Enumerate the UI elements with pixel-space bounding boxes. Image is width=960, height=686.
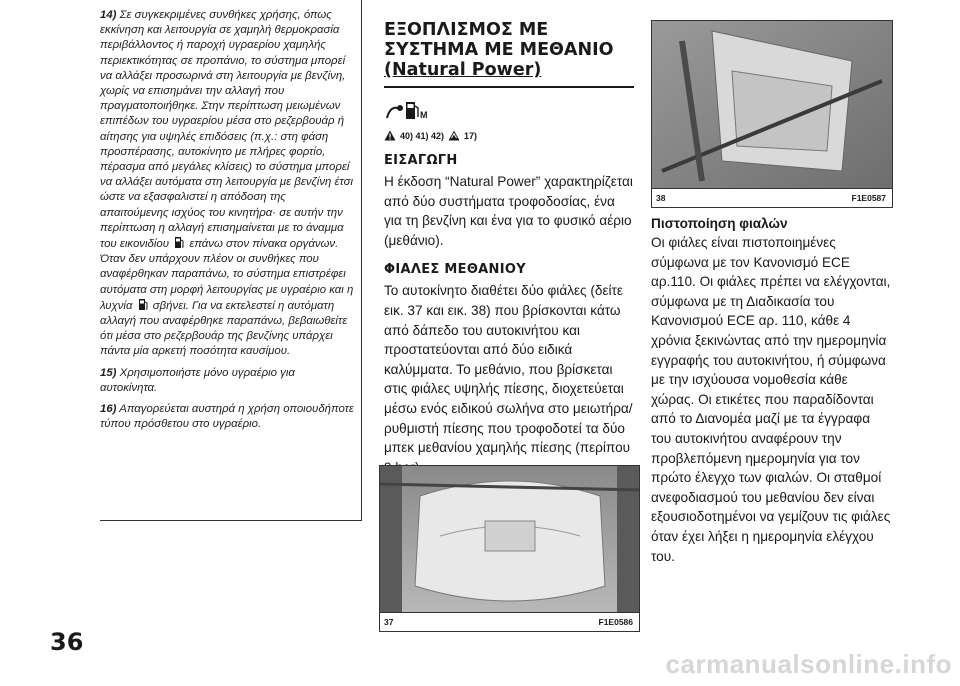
- note-text-cont: επάνω στον πίνακα οργάνων. Όταν δεν υπάρχουν πλέον οι συνθήκες που αναφέρθηκαν παραπάνω, το σύστημα επιστρέφει αυτόματα στη μορφή λειτουργίας με υγραέριο και η λυχνία: [100, 238, 354, 312]
- note-text-cont: σβήνει. Για να εκτελεστεί η αυτόματη αλλαγή που αναφέρθηκε παραπάνω, βεβαιωθείτε ότι μέσα στο ρεζερβουάρ της βενζίνης υπάρχει πάντα μία αρκετή ποσότητα καυσίμου.: [100, 299, 348, 358]
- note-text: Χρησιμοποιήστε μόνο υγραέριο για αυτοκίνητα.: [100, 366, 295, 394]
- note-15: [100, 366, 355, 396]
- certification-text: Οι φιάλες είναι πιστοποιημένες σύμφωνα με τον Κανονισμό ECE αρ.110. Οι φιάλες πρέπει να ελέγχονται, σύμφωνα με τη Διαδικασία του Κανονισμού ECE αρ. 110, κάθε 4 χρόνια ξεκινώντας από την ημερομηνία εγγραφής του αυτοκινήτου, ή σύμφωνα με την ισχύουσα νομοθεσία κάθε χώρας. Οι ετικέτες που παραδίδονται από το Διανομέα μαζί με τα έγγραφα του αυτοκινήτου αναφέρουν την προβλεπόμενη ημερομηνία για τον πρώτο έλεγχο των φιαλών. Οι σταθμοί ανεφοδιασμού του μεθανίου δεν είναι εξουσιοδοτημένοι να γεμίζουν τις φιάλες όταν έχει λήξει η ημερομηνία ελέγχου του.: [651, 235, 891, 564]
- note-number: 16): [100, 403, 117, 416]
- note-number: 15): [100, 366, 117, 379]
- underbody-photo: [652, 21, 892, 189]
- note-text: Σε συγκεκριμένες συνθήκες χρήσης, όπως εκκίνηση και λειτουργία σε χαμηλή θερμοκρασία περιβάλλοντος ή παροχή υγραερίου χαμηλής περιεκτικότητας σε προπάνιο, το σύστημα μπορεί να αλλάξει προσωρινά στη λειτουργία με βενζίνη, χωρίς να επισημάνει την αλλαγή που πραγματοποιήθηκε. Στην περίπτωση μειωμένων επιπέδων του υγραερίου μέσα στο ρεζερβουάρ ή αίτησης για υψηλές επιδόσεις (π.χ.: στη φάση προσπέρασης, αυτοκίνητο με πλήρες φορτίο, πέρασμα από μεγάλες κλίσεις) το σύστημα μπορεί να αλλάξει αυτόματα στη λειτουργία με βενζίνη έτσι ώστε να εξασφαλιστεί η απόδοση της απαιτούμενης ισχύος του κινητήρα· σε αυτήν την περίπτωση η αλλαγή επισημαίνεται με το άναμμα του εικονιδίου: [100, 9, 354, 251]
- title-rule: [384, 86, 634, 88]
- intro-heading: ΕΙΣΑΓΩΓΗ: [384, 153, 458, 168]
- note-text: Απαγορεύεται αυστηρά η χρήση οποιουδήποτε τύπου πρόσθετου στο υγραέριο.: [100, 403, 354, 431]
- fuel-icons: [384, 98, 634, 124]
- main-section: [384, 20, 634, 477]
- figure-number: 37: [384, 617, 394, 627]
- warning-triangle-icon: [384, 130, 396, 141]
- tanks-heading: ΦΙΑΛΕΣ ΜΕΘΑΝΙΟΥ: [384, 262, 526, 278]
- figure-38: [651, 20, 893, 208]
- side-chapter-tab: [0, 0, 88, 686]
- certification-section: [651, 216, 891, 566]
- figure-37: [379, 465, 640, 632]
- figure-code: F1E0587: [851, 193, 886, 203]
- methane-icon: [384, 98, 436, 122]
- figure-caption: [380, 612, 639, 631]
- note-16: [100, 402, 355, 432]
- page-number: 36: [50, 628, 84, 656]
- fuel-pump-icon: [138, 298, 148, 311]
- fuel-pump-icon: [174, 236, 184, 249]
- svg-text:M: M: [420, 110, 428, 120]
- figure-code: F1E0586: [598, 617, 633, 627]
- note-number: 14): [100, 9, 117, 21]
- intro-text: Η έκδοση “Natural Power” χαρακτηρίζεται από δύο συστήματα τροφοδοσίας, ένα για τη βενζίνη και ένα για το φυσικό αέριο (μεθάνιο).: [384, 174, 633, 248]
- watermark: carmanualsonline.info: [665, 649, 952, 679]
- warning-refs: 40) 41) 42) 17): [384, 130, 634, 141]
- underbody-photo: [380, 466, 639, 613]
- tanks-text: Το αυτοκίνητο διαθέτει δύο φιάλες (δείτε εικ. 37 και εικ. 38) που βρίσκονται κάτω από δάπεδο του αυτοκινήτου και προστατεύονται από δύο ειδικά καλύμματα. Το μεθάνιο, που βρίσκεται στις φιάλες υψηλής πίεσης, διοχετεύεται μέσω ενός ειδικού σωλήνα στο μειωτήρα/ρυθμιστή πίεσης που τροφοδοτεί τα δύο μπεκ μεθανίου χαμηλής πίεσης (περίπου: [384, 283, 633, 456]
- section-title: ΕΞΟΠΛΙΣΜΟΣ ΜΕ ΣΥΣΤΗΜΑ ΜΕ ΜΕΘΑΝΙΟ (Natural Power): [384, 20, 614, 80]
- note-14: [100, 8, 355, 360]
- figure-caption: [652, 188, 892, 207]
- warning-triangle-icon: [448, 130, 460, 141]
- certification-heading: Πιστοποίηση φιαλών: [651, 216, 788, 231]
- figure-number: 38: [656, 193, 666, 203]
- notes-box: [100, 0, 362, 521]
